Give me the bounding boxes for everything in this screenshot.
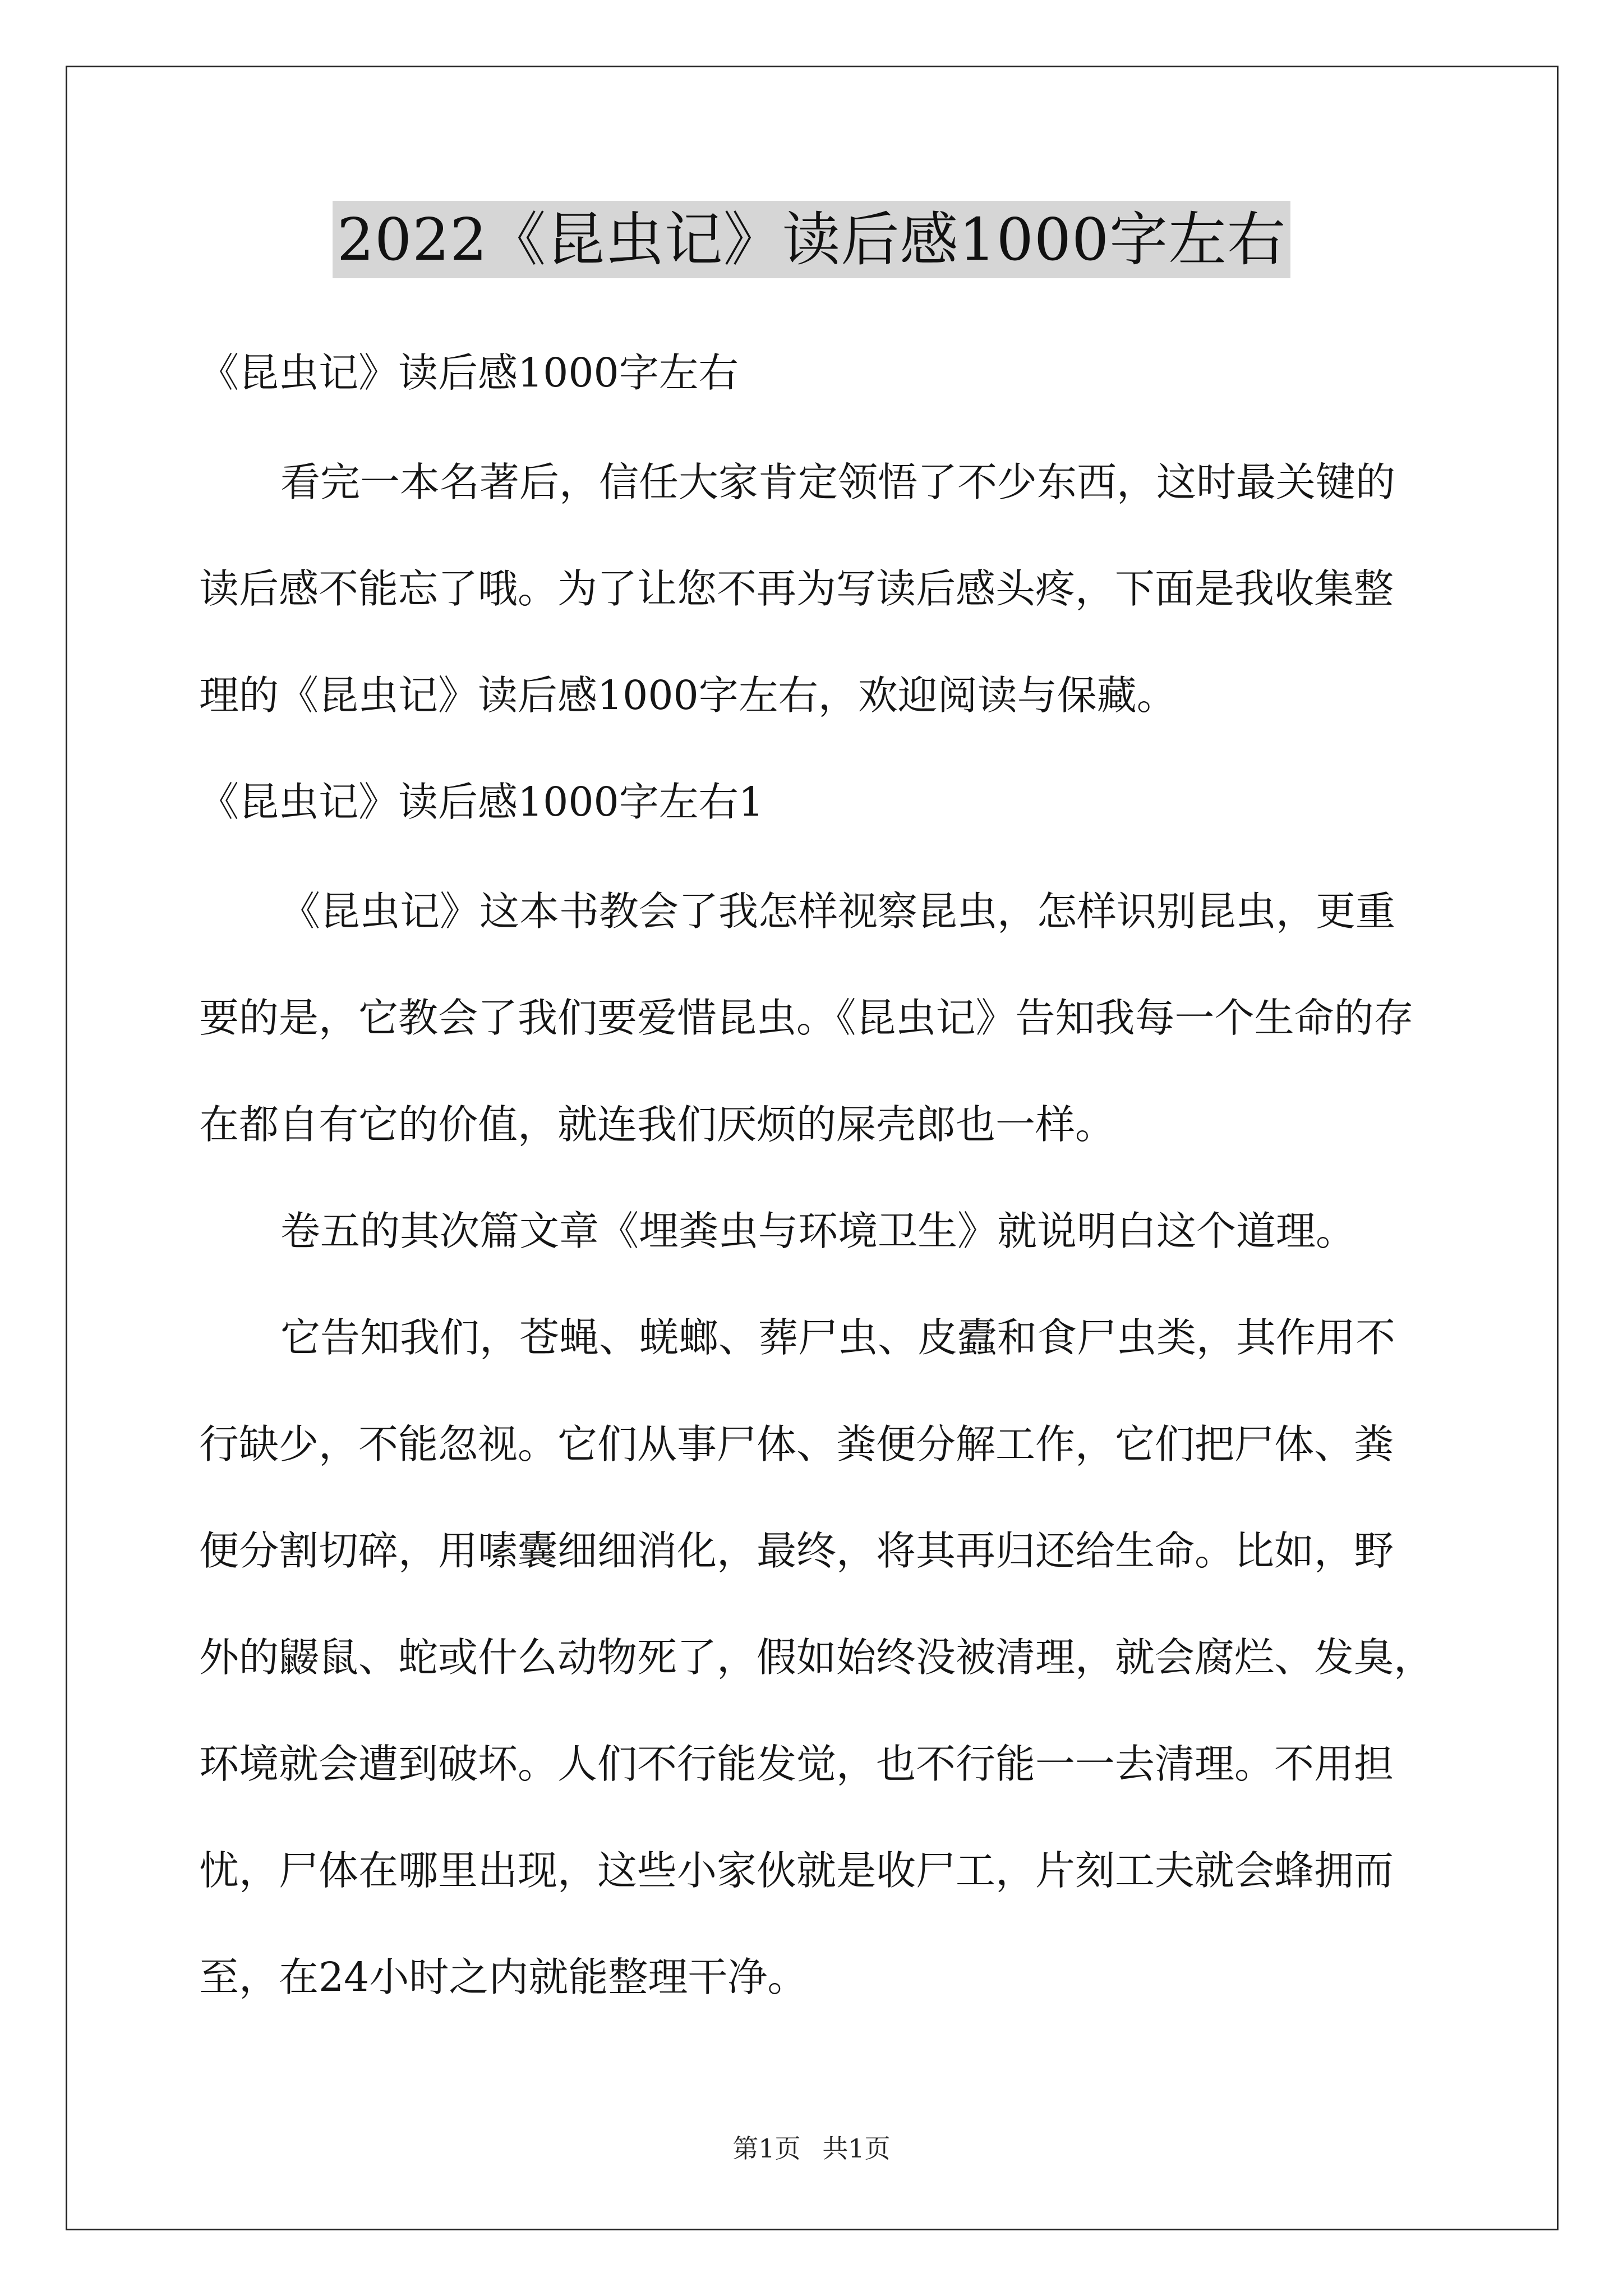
section-heading: 《昆虫记》读后感1000字左右1 (199, 779, 764, 825)
paragraph-line: 要的是，它教会了我们要爱惜昆虫。《昆虫记》告知我每一个生命的存 (199, 995, 1414, 1041)
document-title: 2022《昆虫记》读后感1000字左右 (333, 201, 1290, 278)
title-container (0, 201, 1623, 278)
paragraph-line: 便分割切碎，用嗉囊细细消化，最终，将其再归还给生命。比如，野 (199, 1527, 1394, 1574)
page-footer (0, 2132, 1623, 2165)
paragraph-line: 行缺少，不能忽视。它们从事尸体、粪便分解工作，它们把尸体、粪 (199, 1421, 1394, 1467)
paragraph-line: 环境就会遭到破坏。人们不行能发觉，也不行能一一去清理。不用担 (199, 1741, 1394, 1787)
subtitle: 《昆虫记》读后感1000字左右 (199, 349, 739, 396)
page-number: 第1页 (732, 2133, 801, 2164)
paragraph-line: 《昆虫记》这本书教会了我怎样视察昆虫，怎样识别昆虫，更重 (280, 888, 1396, 935)
paragraph-line: 忧，尸体在哪里出现，这些小家伙就是收尸工，片刻工夫就会蜂拥而 (199, 1847, 1394, 1894)
intro-line: 读后感不能忘了哦。为了让您不再为写读后感头疼，下面是我收集整 (199, 565, 1394, 612)
paragraph-line: 外的鼹鼠、蛇或什么动物死了，假如始终没被清理，就会腐烂、发臭， (199, 1634, 1434, 1681)
intro-line: 理的《昆虫记》读后感1000字左右，欢迎阅读与保藏。 (199, 672, 1177, 719)
page-total: 共1页 (822, 2133, 891, 2164)
paragraph-line: 卷五的其次篇文章《埋粪虫与环境卫生》就说明白这个道理。 (280, 1208, 1356, 1254)
paragraph-line: 在都自有它的价值，就连我们厌烦的屎壳郎也一样。 (199, 1101, 1115, 1148)
paragraph-line: 它告知我们，苍蝇、蜣螂、葬尸虫、皮蠹和食尸虫类，其作用不 (280, 1314, 1396, 1361)
intro-line: 看完一本名著后，信任大家肯定领悟了不少东西，这时最关键的 (280, 459, 1396, 505)
paragraph-line: 至，在24小时之内就能整理干净。 (199, 1954, 808, 2000)
